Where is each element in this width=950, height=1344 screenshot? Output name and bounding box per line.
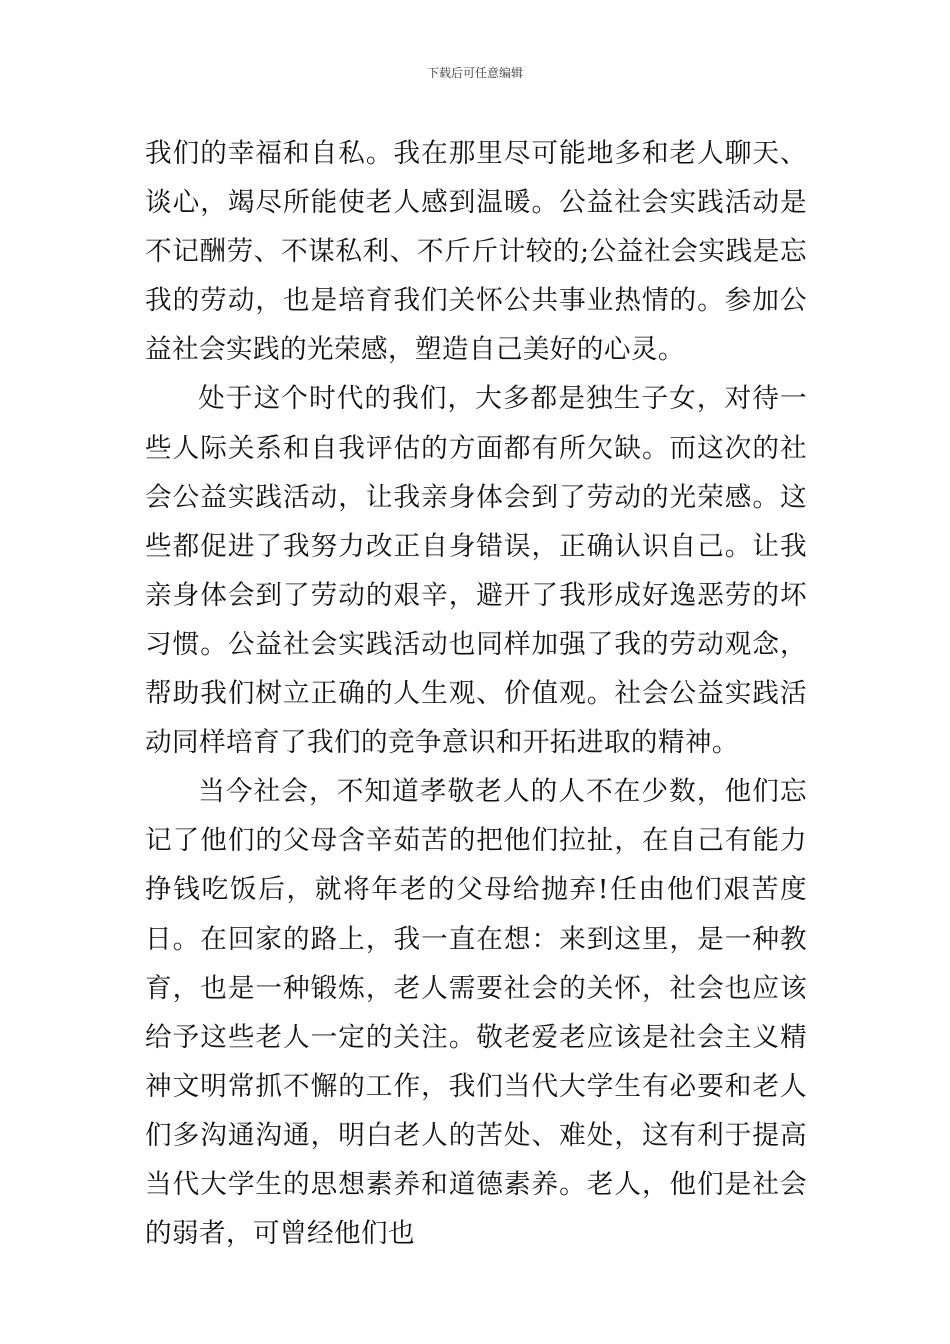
paragraph-2: 处于这个时代的我们，大多都是独生子女，对待一些人际关系和自我评估的方面都有所欠缺。而这次的社会公益实践活动，让我亲身体会到了劳动的光荣感。这些都促进了我努力改正自身错误，正确认识自己。让我亲身体会到了劳动的艰辛，避开了我形成好逸恶劳的坏习惯。公益社会实践活动也同样加强了我的劳动观念，帮助我们树立正确的人生观、价值观。社会公益实践活动同样培育了我们的竞争意识和开拓进取的精神。 <box>145 383 807 759</box>
document-body <box>145 129 807 1258</box>
paragraph-3: 当今社会，不知道孝敬老人的人不在少数，他们忘记了他们的父母含辛茹苦的把他们拉扯，在自己有能力挣钱吃饭后，就将年老的父母给抛弃!任由他们艰苦度日。在回家的路上，我一直在想：来到这里，是一种教育，也是一种锻炼，老人需要社会的关怀，社会也应该给予这些老人一定的关注。敬老爱老应该是社会主义精神文明常抓不懈的工作，我们当代大学生有必要和老人们多沟通沟通，明白老人的苦处、难处，这有利于提高当代大学生的思想素养和道德素养。老人，他们是社会的弱者，可曾经他们也 <box>145 776 807 1250</box>
paragraph-1: 我们的幸福和自私。我在那里尽可能地多和老人聊天、谈心，竭尽所能使老人感到温暖。公益社会实践活动是不记酬劳、不谋私利、不斤斤计较的;公益社会实践是忘我的劳动，也是培育我们关怀公共事业热情的。参加公益社会实践的光荣感，塑造自己美好的心灵。 <box>145 138 807 366</box>
page-header: 下载后可任意编辑 <box>426 66 523 80</box>
